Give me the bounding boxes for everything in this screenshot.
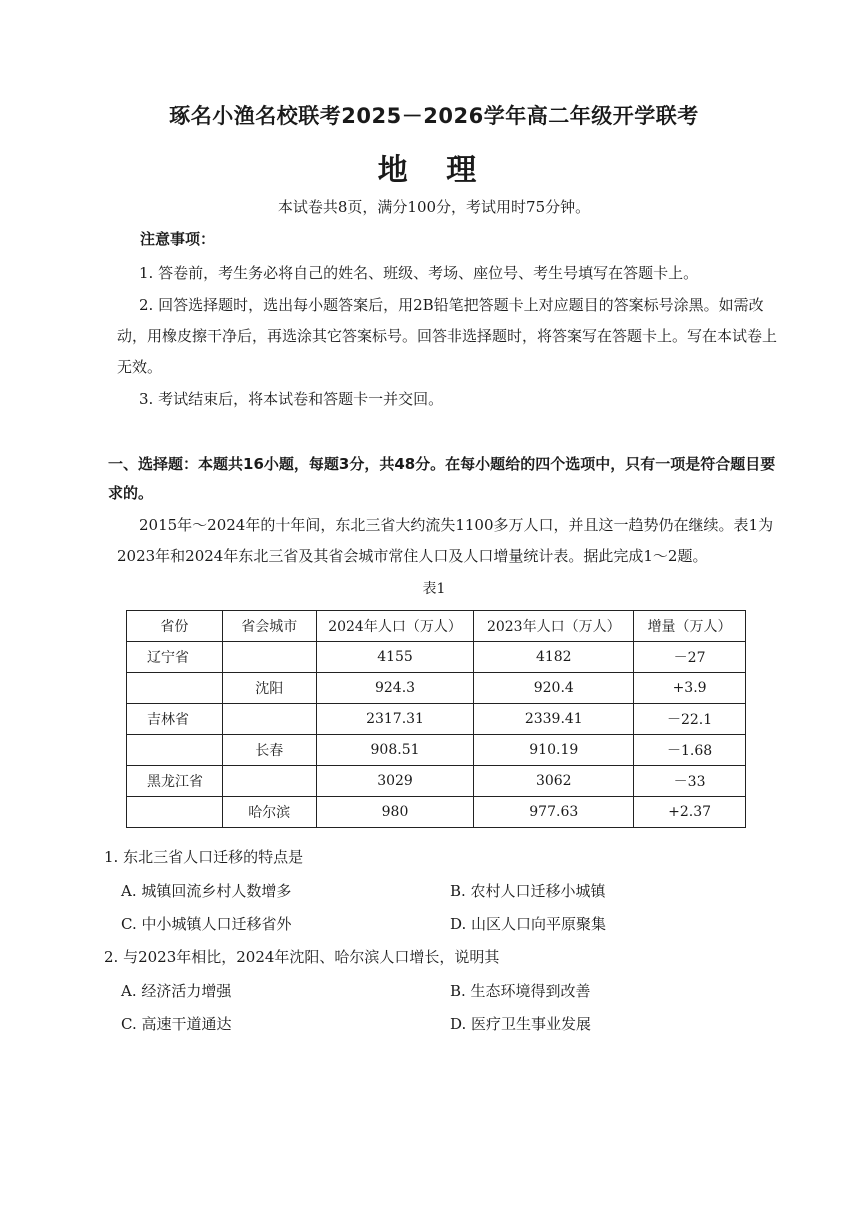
notes-heading: 注意事项： bbox=[140, 230, 216, 248]
cell-pop-2023: 2339.41 bbox=[474, 704, 634, 735]
question-1-option-a: A. 城镇回流乡村人数增多 bbox=[121, 882, 292, 900]
header-change: 增量（万人） bbox=[634, 611, 746, 642]
table-row bbox=[127, 673, 746, 704]
note-item-2: 2. 回答选择题时，选出每小题答案后，用2B铅笔把答题卡上对应题目的答案标号涂黑。如需改动，用橡皮擦干净后，再选涂其它答案标号。回答非选择题时，将答案写在答题卡上。写在本试卷上无效。 bbox=[117, 296, 778, 376]
cell-capital bbox=[222, 642, 316, 673]
cell-capital: 长春 bbox=[222, 735, 316, 766]
cell-change: －22.1 bbox=[634, 704, 746, 735]
subject-title: 地 理 bbox=[377, 153, 491, 188]
table-row bbox=[127, 642, 746, 673]
header-province: 省份 bbox=[127, 611, 223, 642]
cell-change: －1.68 bbox=[634, 735, 746, 766]
cell-change: －33 bbox=[634, 766, 746, 797]
population-table bbox=[126, 610, 746, 828]
cell-province: 黑龙江省 bbox=[127, 766, 223, 797]
note-item-1: 1. 答卷前，考生务必将自己的姓名、班级、考场、座位号、考生号填写在答题卡上。 bbox=[139, 264, 699, 282]
cell-pop-2024: 980 bbox=[316, 797, 474, 828]
cell-province bbox=[127, 735, 223, 766]
cell-pop-2024: 2317.31 bbox=[316, 704, 474, 735]
cell-capital bbox=[222, 766, 316, 797]
header-capital: 省会城市 bbox=[222, 611, 316, 642]
cell-province: 辽宁省 bbox=[127, 642, 223, 673]
cell-capital: 哈尔滨 bbox=[222, 797, 316, 828]
header-pop-2024: 2024年人口（万人） bbox=[316, 611, 474, 642]
table-row bbox=[127, 735, 746, 766]
cell-pop-2024: 4155 bbox=[316, 642, 474, 673]
header-pop-2023: 2023年人口（万人） bbox=[474, 611, 634, 642]
question-1-option-d: D. 山区人口向平原聚集 bbox=[450, 915, 607, 933]
section-heading: 一、选择题：本题共16小题，每题3分，共48分。在每小题给的四个选项中，只有一项是符合题目要求的。 bbox=[108, 455, 776, 502]
cell-change: +3.9 bbox=[634, 673, 746, 704]
cell-pop-2024: 908.51 bbox=[316, 735, 474, 766]
cell-pop-2023: 4182 bbox=[474, 642, 634, 673]
cell-pop-2023: 910.19 bbox=[474, 735, 634, 766]
cell-pop-2023: 977.63 bbox=[474, 797, 634, 828]
cell-capital bbox=[222, 704, 316, 735]
question-2-stem: 2. 与2023年相比，2024年沈阳、哈尔滨人口增长，说明其 bbox=[104, 948, 500, 966]
question-2-option-a: A. 经济活力增强 bbox=[121, 982, 232, 1000]
table-row bbox=[127, 797, 746, 828]
exam-title: 琢名小渔名校联考2025－2026学年高二年级开学联考 bbox=[169, 104, 699, 128]
table-row bbox=[127, 766, 746, 797]
cell-pop-2023: 920.4 bbox=[474, 673, 634, 704]
cell-pop-2024: 3029 bbox=[316, 766, 474, 797]
cell-change: －27 bbox=[634, 642, 746, 673]
exam-info: 本试卷共8页，满分100分，考试用时75分钟。 bbox=[277, 198, 591, 216]
cell-capital: 沈阳 bbox=[222, 673, 316, 704]
question-2-option-c: C. 高速干道通达 bbox=[121, 1015, 232, 1033]
table-header-row bbox=[127, 611, 746, 642]
cell-province bbox=[127, 797, 223, 828]
cell-pop-2023: 3062 bbox=[474, 766, 634, 797]
table-row bbox=[127, 704, 746, 735]
question-1-stem: 1. 东北三省人口迁移的特点是 bbox=[104, 848, 304, 866]
question-2-option-b: B. 生态环境得到改善 bbox=[450, 982, 591, 1000]
table-caption: 表1 bbox=[422, 581, 446, 597]
cell-province bbox=[127, 673, 223, 704]
cell-change: +2.37 bbox=[634, 797, 746, 828]
cell-pop-2024: 924.3 bbox=[316, 673, 474, 704]
note-item-3: 3. 考试结束后，将本试卷和答题卡一并交回。 bbox=[139, 390, 444, 408]
question-1-option-b: B. 农村人口迁移小城镇 bbox=[450, 882, 606, 900]
section-intro: 2015年～2024年的十年间，东北三省大约流失1100多万人口，并且这一趋势仍在继续。表1为2023年和2024年东北三省及其省会城市常住人口及人口增量统计表。据此完成1～2题。 bbox=[117, 516, 774, 565]
question-2-option-d: D. 医疗卫生事业发展 bbox=[450, 1015, 592, 1033]
question-1-option-c: C. 中小城镇人口迁移省外 bbox=[121, 915, 292, 933]
cell-province: 吉林省 bbox=[127, 704, 223, 735]
